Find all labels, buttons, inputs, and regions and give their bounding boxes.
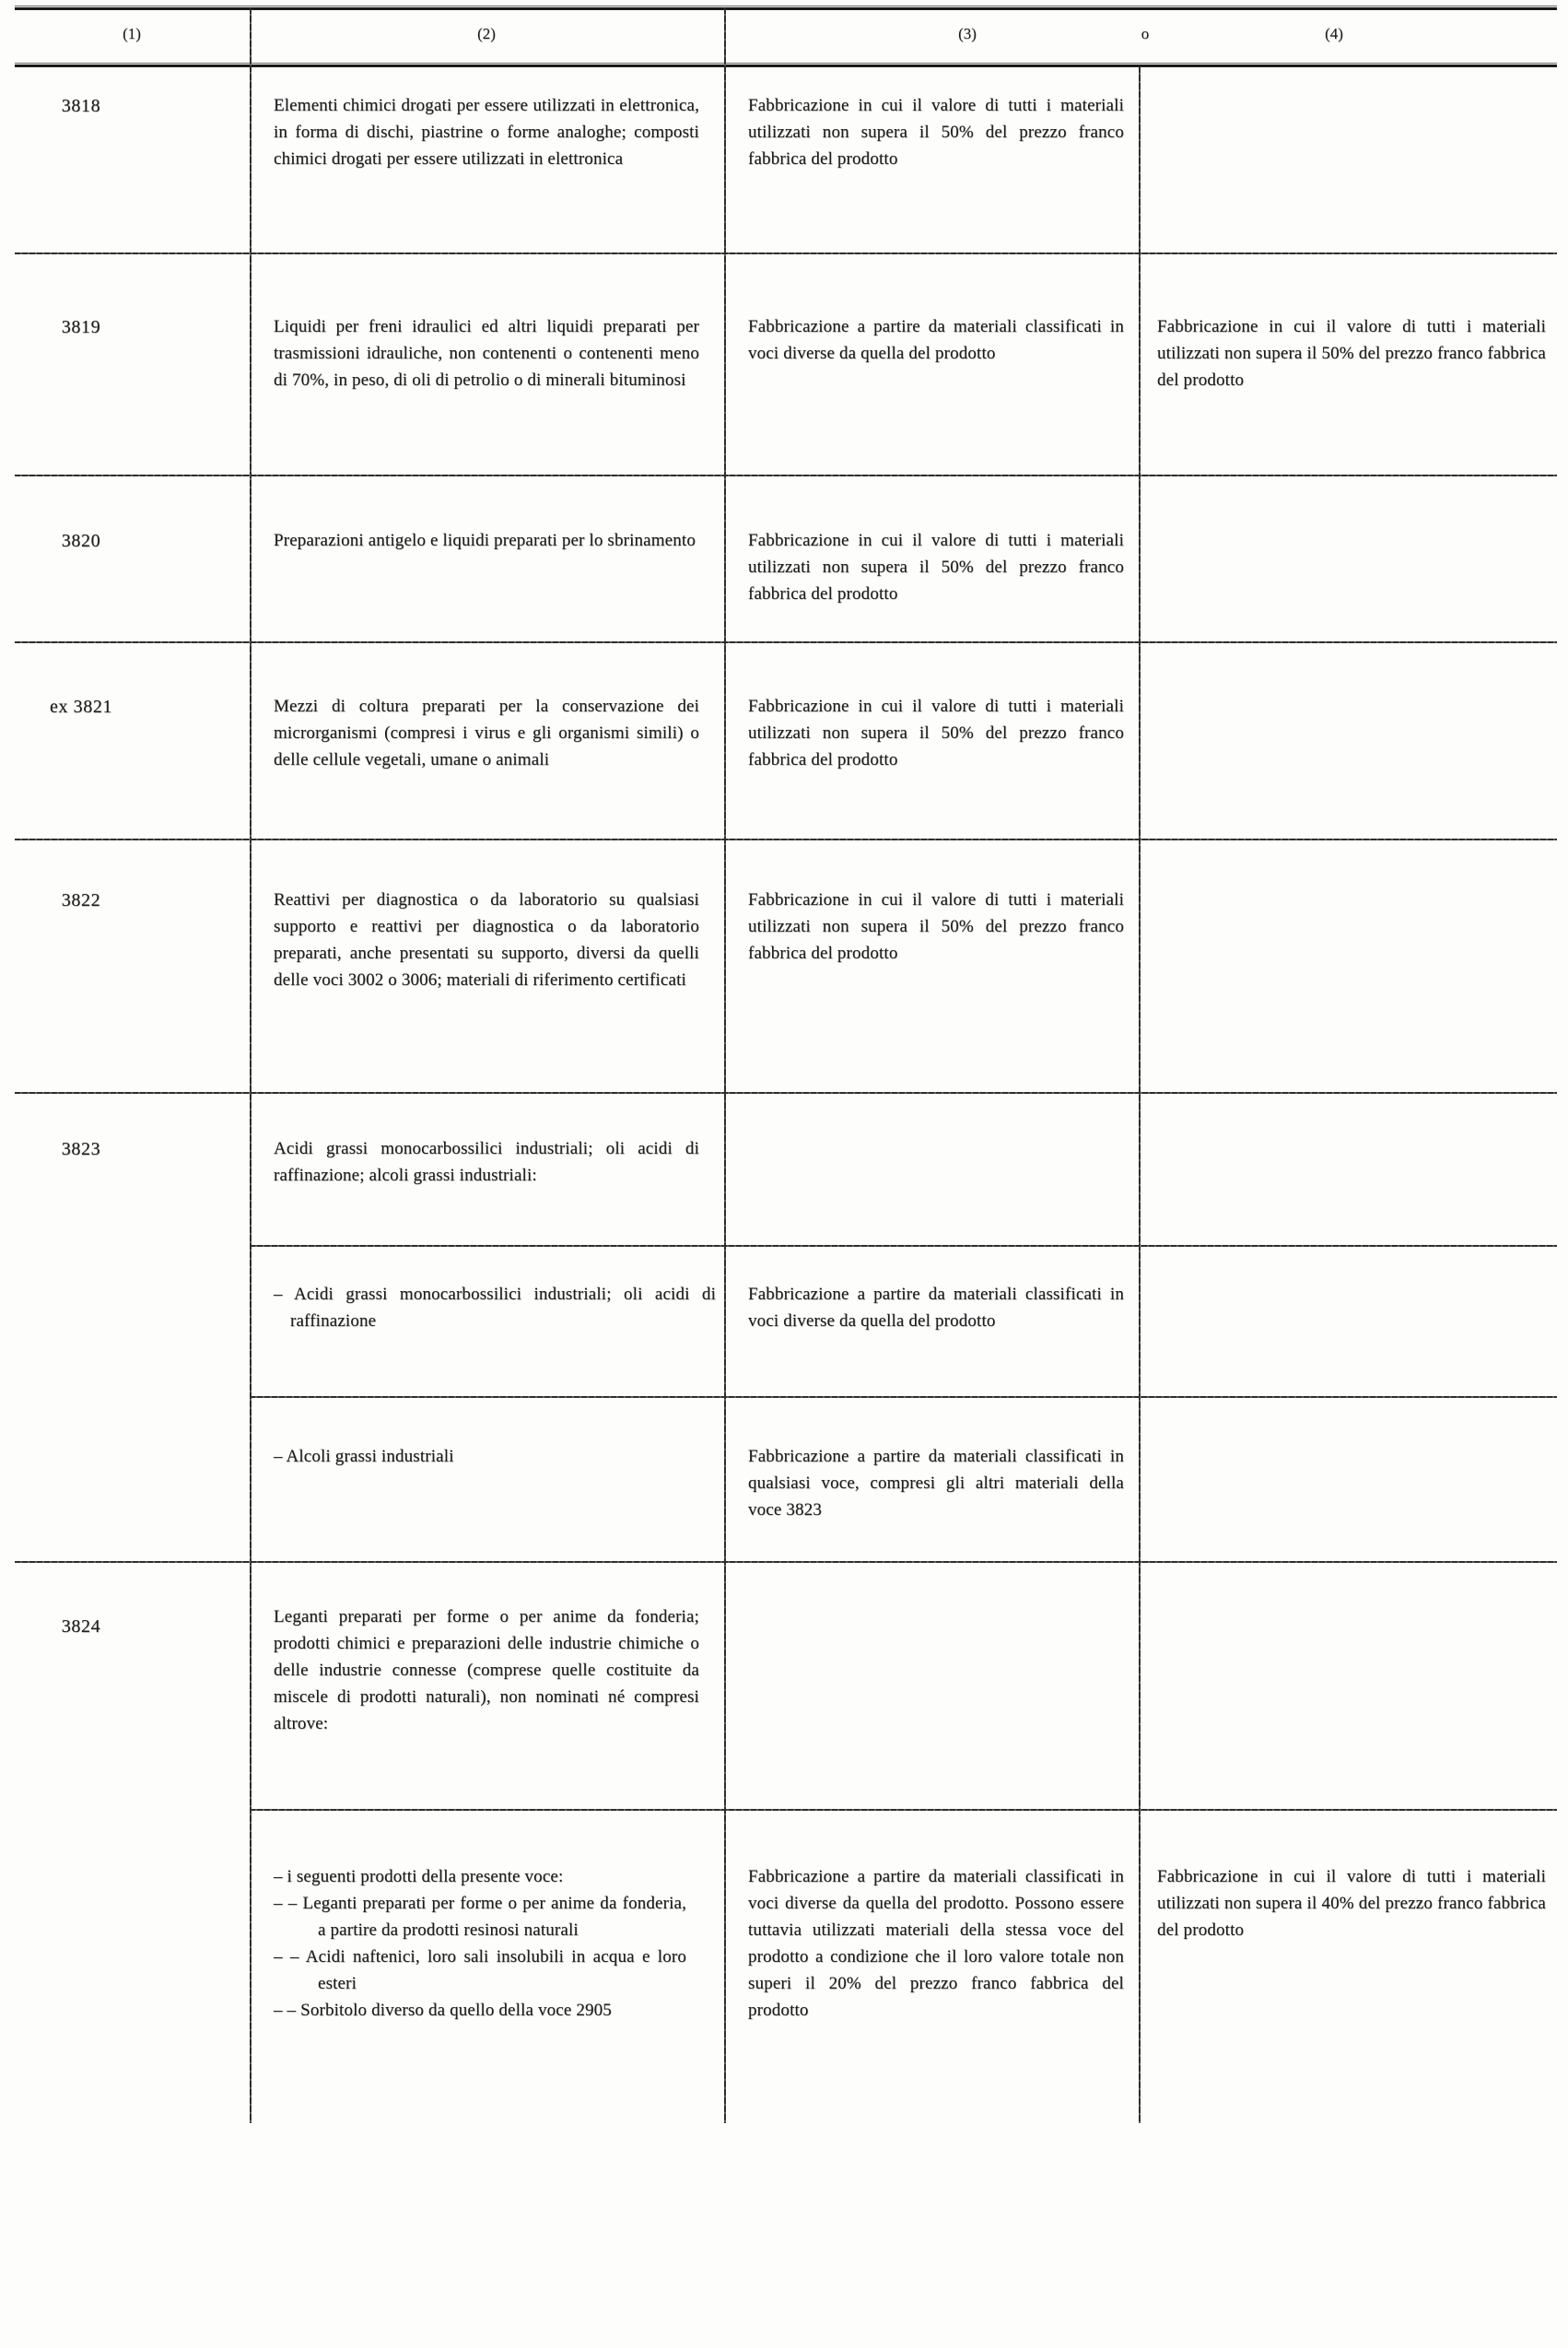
header-col3-label: (3) xyxy=(958,25,977,42)
row-3818-rule: Fabbricazione in cui il valore di tutti i materiali utilizzati non supera il 50% del prezzo franco fabbrica del prodotto xyxy=(748,96,1124,169)
row-3818-code: 3818 xyxy=(61,96,101,116)
row-3819-description: Liquidi per freni idraulici ed altri liquidi preparati per trasmissioni idrauliche, non contenenti o contenenti meno di 70%, in peso, di oli di petrolio o di minerali bituminosi xyxy=(274,317,699,390)
row-3823-code: 3823 xyxy=(61,1139,101,1159)
column-separator-3 xyxy=(1139,66,1141,2123)
row-3823-sub1-description: – Acidi grassi monocarbossilici industriali; oli acidi di raffinazione xyxy=(274,1285,716,1331)
row-3824-description: Leganti preparati per forme o per anime da fonderia; prodotti chimici e preparazioni delle industrie chimiche o delle industrie connesse (comprese quelle costituite da miscele di prodotti naturali), non nominati né compresi altrove: xyxy=(274,1607,699,1733)
row-3820-description: Preparazioni antigelo e liquidi preparati per lo sbrinamento xyxy=(274,531,696,550)
row-3820-rule: Fabbricazione in cui il valore di tutti i materiali utilizzati non supera il 50% del prezzo franco fabbrica del prodotto xyxy=(748,531,1124,604)
row-3820-code: 3820 xyxy=(61,531,101,551)
row-3824-sub-item-4: – – Sorbitolo diverso da quello della voce 2905 xyxy=(274,2001,612,2020)
row-ex3821-code: ex 3821 xyxy=(49,697,113,717)
row-3824-code: 3824 xyxy=(61,1616,101,1637)
row-3823-description: Acidi grassi monocarbossilici industriali; oli acidi di raffinazione; alcoli grassi industriali: xyxy=(274,1139,699,1185)
row-separator-3821 xyxy=(15,839,1557,840)
sub-row-separator-3823-a xyxy=(250,1245,1557,1247)
row-ex3821-description: Mezzi di coltura preparati per la conservazione dei microrganismi (compresi i virus e gli organismi simili) o delle cellule vegetali, umane o animali xyxy=(274,697,699,769)
row-3822-rule: Fabbricazione in cui il valore di tutti i materiali utilizzati non supera il 50% del prezzo franco fabbrica del prodotto xyxy=(748,890,1124,963)
row-3824-sub-item-1: – i seguenti prodotti della presente voce: xyxy=(274,1867,564,1886)
row-3822-code: 3822 xyxy=(61,890,101,910)
row-3823-sub2-rule: Fabbricazione a partire da materiali classificati in qualsiasi voce, compresi gli altri materiali della voce 3823 xyxy=(748,1447,1124,1520)
row-3823-sub2-description: – Alcoli grassi industriali xyxy=(274,1447,454,1466)
table-top-rule xyxy=(15,6,1557,10)
row-3824-sub-rule: Fabbricazione a partire da materiali classificati in voci diverse da quella del prodotto. Possono essere tuttavia utilizzati materiali della stessa voce del prodotto a condizione che il loro valore totale non superi il 20% del prezzo franco fabbrica del prodotto xyxy=(748,1867,1124,2020)
row-3819-code: 3819 xyxy=(61,317,101,337)
row-separator-3823 xyxy=(15,1561,1557,1563)
column-separator-2 xyxy=(724,7,726,2123)
sub-row-separator-3823-b xyxy=(250,1396,1557,1398)
row-separator-3822 xyxy=(15,1092,1557,1094)
row-separator-3818 xyxy=(15,252,1557,254)
row-separator-3819 xyxy=(15,475,1557,476)
row-3819-alt-rule: Fabbricazione in cui il valore di tutti i materiali utilizzati non supera il 50% del prezzo franco fabbrica del prodotto xyxy=(1157,317,1546,390)
row-3823-sub1-rule: Fabbricazione a partire da materiali classificati in voci diverse da quella del prodotto xyxy=(748,1285,1124,1331)
row-3822-description: Reattivi per diagnostica o da laboratorio su qualsiasi supporto e reattivi per diagnostica o da laboratorio preparati, anche presentati su supporto, diversi da quelli delle voci 3002 o 3006; materiali di riferimento certificati xyxy=(274,890,699,990)
header-bottom-rule xyxy=(15,63,1557,67)
header-col2-label: (2) xyxy=(477,25,496,42)
row-3818-description: Elementi chimici drogati per essere utilizzati in elettronica, in forma di dischi, piastrine o forme analoghe; composti chimici drogati per essere utilizzati in elettronica xyxy=(274,96,699,169)
sub-row-separator-3824 xyxy=(250,1809,1557,1811)
row-ex3821-rule: Fabbricazione in cui il valore di tutti i materiali utilizzati non supera il 50% del prezzo franco fabbrica del prodotto xyxy=(748,697,1124,769)
row-separator-3820 xyxy=(15,641,1557,643)
row-3824-sub-item-3: – – Acidi naftenici, loro sali insolubili in acqua e loro esteri xyxy=(274,1947,686,1993)
column-separator-1 xyxy=(250,7,252,2123)
row-3819-rule: Fabbricazione a partire da materiali classificati in voci diverse da quella del prodotto xyxy=(748,317,1124,363)
row-3824-sub-item-2: – – Leganti preparati per forme o per anime da fonderia, a partire da prodotti resinosi naturali xyxy=(274,1894,686,1940)
row-3824-sub-description-list xyxy=(274,1863,686,2024)
header-or-label: o xyxy=(1141,25,1150,42)
row-3824-sub-alt-rule: Fabbricazione in cui il valore di tutti i materiali utilizzati non supera il 40% del prezzo franco fabbrica del prodotto xyxy=(1157,1867,1546,1940)
header-col4-label: (4) xyxy=(1325,25,1343,42)
header-col1-label: (1) xyxy=(123,25,141,42)
